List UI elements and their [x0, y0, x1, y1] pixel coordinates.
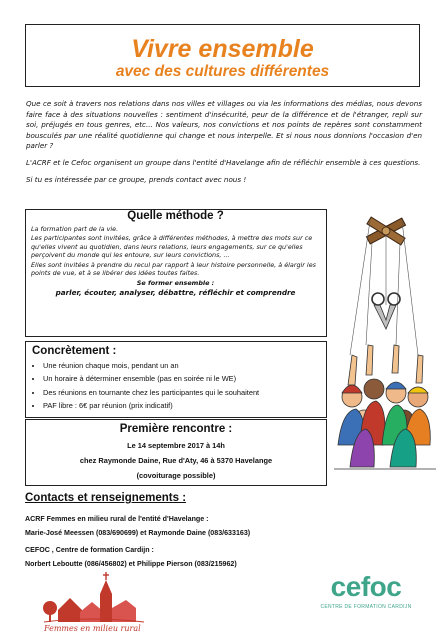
page-title: Vivre ensemble [131, 35, 314, 63]
meeting-heading: Première rencontre : [119, 423, 233, 435]
concrete-box [25, 341, 327, 418]
method-verbs: parler, écouter, analyser, débattre, réfléchir et comprendre [55, 288, 296, 297]
meeting-date: Le 14 septembre 2017 à 14h [127, 441, 225, 450]
acrf-logo [40, 568, 160, 633]
intro-paragraph: Que ce soit à travers nos relations dans nos villes et villages ou via les informations des médias, nous devons faire face à des situations nouvelles : sentiment d'insécurité, peur de la différence et de l'étranger, repli sur soi, préjugés en tous genres, etc... Nos valeurs, nos convictions et nos points de repères sont constamment bousculés par une réalité quotidienne qui change et nous interpelle. Et si nous nous donnions l'occasion d'en parler ? [26, 99, 422, 151]
list-item: • Un horaire à déterminer ensemble (pas en soirée ni le WE) [43, 374, 321, 383]
contacts-section [25, 492, 325, 574]
concrete-list [32, 361, 321, 410]
title-box [25, 24, 420, 87]
contact-org: ACRF Femmes en milieu rural de l'entité d'Havelange : [25, 515, 209, 523]
village-church-icon [43, 572, 144, 622]
cefoc-logo-subtitle: CENTRE DE FORMATION CARDIJN [320, 604, 412, 610]
contacts-heading: Contacts et renseignements : [25, 492, 187, 504]
method-line: Se former ensemble : [136, 278, 215, 287]
meeting-place: chez Raymonde Daine, Rue d'Aty, 46 à 5370 Havelange [79, 456, 273, 465]
list-item: • Une réunion chaque mois, pendant un an [43, 361, 321, 370]
intro-text [26, 99, 422, 191]
meeting-box [25, 419, 327, 486]
puppet-people-illustration [330, 205, 440, 495]
page-subtitle: avec des cultures différentes [115, 63, 330, 80]
contact-people: Norbert Leboutte (086/456802) et Philippe Pierson (083/215962) [25, 560, 237, 568]
list-item: • PAF libre : 6€ par réunion (prix indicatif) [43, 401, 321, 410]
meeting-note: (covoiturage possible) [136, 471, 216, 480]
intro-call-to-action: Si tu es intéressée par ce groupe, prends contact avec nous ! [26, 174, 247, 184]
method-line: Les participantes sont invitées, grâce à différentes méthodes, à mettre des mots sur ce qu'elles vivent au quotidien, dans leurs relations, leurs engagements, sur ce qu'elles perçoivent du monde qui les entoure, sur leurs convictions, ... [31, 234, 313, 259]
contact-org: CEFOC , Centre de formation Cardijn : [25, 546, 154, 554]
cefoc-logo-text: cefoc [330, 571, 402, 602]
contact-people: Marie-José Meessen (083/690699) et Raymonde Daine (083/633163) [25, 529, 251, 537]
list-item: • Des réunions en tournante chez les participantes qui le souhaitent [43, 388, 321, 397]
intro-paragraph: L'ACRF et le Cefoc organisent un groupe dans l'entité d'Havelange afin de réfléchir ensemble à ces questions. [26, 157, 421, 167]
method-box [25, 209, 327, 337]
acrf-logo-text: Femmes en milieu rural [44, 624, 141, 633]
method-line: Elles sont invitées à prendre du recul par rapport à leur histoire personnelle, à élargir les points de vue, et à se libérer des idées toutes faites. [31, 260, 316, 277]
concrete-heading: Concrètement : [32, 345, 117, 357]
cefoc-logo [316, 564, 416, 630]
method-heading: Quelle méthode ? [127, 210, 224, 222]
method-line: La formation part de la vie. [31, 224, 119, 233]
